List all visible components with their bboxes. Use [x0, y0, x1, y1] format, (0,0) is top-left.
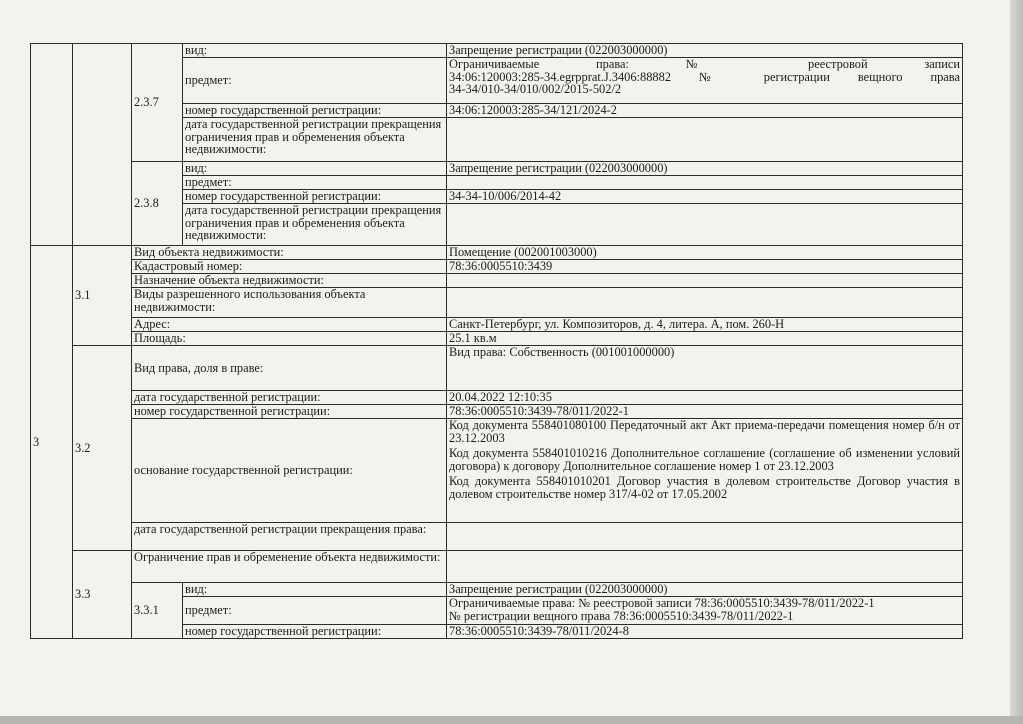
row-3-2-prekr [31, 523, 963, 551]
value-vid: Запрещение регистрации (022003000000) [447, 44, 963, 58]
row-3-1-vid [31, 246, 963, 260]
value-vid: Запрещение регистрации (022003000000) [447, 583, 963, 597]
row-3-1-ploshad [31, 332, 963, 346]
value-ploshad: 25.1 кв.м [447, 332, 963, 346]
row-3-1-adres [31, 318, 963, 332]
label-predmet: предмет: [183, 597, 447, 625]
value-adres: Санкт-Петербург, ул. Композиторов, д. 4, литера. А, пом. 260-Н [447, 318, 963, 332]
item-number-2-3-8: 2.3.8 [132, 162, 183, 246]
label-vid-prava: Вид права, доля в праве: [132, 346, 447, 391]
label-ogr: Ограничение прав и обременение объекта недвижимости: [132, 551, 447, 583]
row-2-3-7-vid [31, 44, 963, 58]
label-vid: вид: [183, 44, 447, 58]
row-3-1-naznach [31, 274, 963, 288]
row-3-1-vri [31, 288, 963, 318]
value-vri [447, 288, 963, 318]
value-vid-prava: Вид права: Собственность (001001000000) [447, 346, 963, 391]
label-vid: вид: [183, 162, 447, 176]
value-nomer: 34-34-10/006/2014-42 [447, 190, 963, 204]
predmet-line-1: Ограничиваемые права: № реестровой записи 78:36:0005510:3439-78/011/2022-1 [449, 596, 875, 610]
cell-section-2-continuation [31, 44, 73, 246]
label-vri: Виды разрешенного использования объекта недвижимости: [132, 288, 447, 318]
osnov-doc-2: Код документа 558401010216 Дополнительное соглашение (соглашение об изменении условий договора) к договору Дополнительное соглашение номер 1 от 23.12.2003 [449, 446, 960, 473]
label-osnov: основание государственной регистрации: [132, 419, 447, 523]
label-nomer: номер государственной регистрации: [183, 625, 447, 639]
predmet-line-1: Ограничиваемые права: № реестровой записи [449, 57, 960, 71]
label-nomer: номер государственной регистрации: [132, 405, 447, 419]
predmet-line-2: № регистрации вещного права 78:36:0005510:3439-78/011/2022-1 [449, 608, 794, 623]
value-vid: Запрещение регистрации (022003000000) [447, 162, 963, 176]
value-data-prekr [447, 204, 963, 246]
value-data-prekr [447, 118, 963, 162]
label-data-reg: дата государственной регистрации: [132, 391, 447, 405]
section-number-3: 3 [31, 246, 73, 639]
row-3-2-vid-prava [31, 346, 963, 391]
value-predmet [447, 597, 963, 625]
row-3-3-ogr [31, 551, 963, 583]
value-kadastr: 78:36:0005510:3439 [447, 260, 963, 274]
value-prekr [447, 523, 963, 551]
label-nomer: номер государственной регистрации: [183, 190, 447, 204]
label-vid-obekta: Вид объекта недвижимости: [132, 246, 447, 260]
item-number-3-3-1: 3.3.1 [132, 583, 183, 639]
row-3-2-nomer [31, 405, 963, 419]
value-nomer: 78:36:0005510:3439-78/011/2024-8 [447, 625, 963, 639]
subsection-number-3-1: 3.1 [73, 246, 132, 346]
extract-table [30, 43, 963, 639]
subsection-number-3-3: 3.3 [73, 551, 132, 639]
row-3-2-osnov [31, 419, 963, 523]
label-vid: вид: [183, 583, 447, 597]
subsection-number-3-2: 3.2 [73, 346, 132, 551]
label-data-prekr: дата государственной регистрации прекращения ограничения прав и обременения объекта недвижимости: [183, 204, 447, 246]
label-nomer: номер государственной регистрации: [183, 104, 447, 118]
page-edge-right [1010, 0, 1023, 724]
value-predmet [447, 58, 963, 104]
osnov-doc-1: Код документа 558401080100 Передаточный акт Акт приема-передачи помещения номер б/н от 23.12.2003 [449, 418, 960, 445]
label-prekr: дата государственной регистрации прекращения права: [132, 523, 447, 551]
row-2-3-8-vid [31, 162, 963, 176]
osnov-doc-3: Код документа 558401010201 Договор участия в долевом строительстве Договор участия в долевом строительстве номер 317/4-02 от 17.05.2002 [449, 474, 960, 501]
value-vid-obekta: Помещение (002001003000) [447, 246, 963, 260]
label-predmet: предмет: [183, 176, 447, 190]
row-3-2-data [31, 391, 963, 405]
label-naznach: Назначение объекта недвижимости: [132, 274, 447, 288]
predmet-line-2: 34:06:120003:285-34.egrpprat.J.3406:88882 № регистрации вещного права [449, 69, 960, 84]
value-naznach [447, 274, 963, 288]
row-3-3-1-vid [31, 583, 963, 597]
value-nomer: 34:06:120003:285-34/121/2024-2 [447, 104, 963, 118]
value-predmet [447, 176, 963, 190]
predmet-line-3: 34-34/010-34/010/002/2015-502/2 [449, 82, 622, 97]
page-edge-bottom [0, 716, 1023, 724]
value-data-reg: 20.04.2022 12:10:35 [447, 391, 963, 405]
item-number-2-3-7: 2.3.7 [132, 44, 183, 162]
label-ploshad: Площадь: [132, 332, 447, 346]
cell-subsection-2-3-continuation [73, 44, 132, 246]
value-osnov [447, 419, 963, 523]
row-3-1-kad [31, 260, 963, 274]
label-kadastr: Кадастровый номер: [132, 260, 447, 274]
value-nomer: 78:36:0005510:3439-78/011/2022-1 [447, 405, 963, 419]
label-adres: Адрес: [132, 318, 447, 332]
label-data-prekr: дата государственной регистрации прекращения ограничения прав и обременения объекта недвижимости: [183, 118, 447, 162]
label-predmet: предмет: [183, 58, 447, 104]
value-ogr [447, 551, 963, 583]
